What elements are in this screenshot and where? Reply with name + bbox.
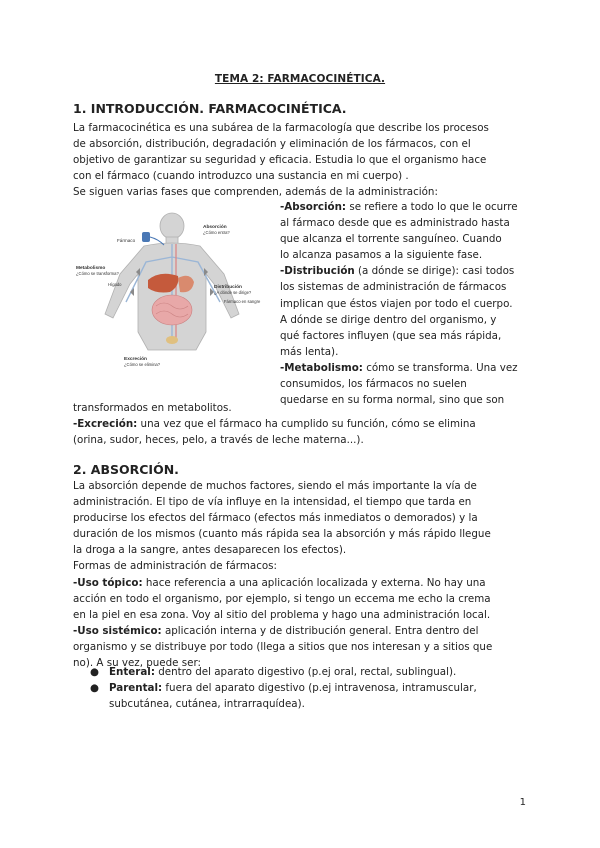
text-line: producirse los efectos del fármaco (efectos más inmediatos o demorados) y la bbox=[73, 512, 478, 525]
text-line: al fármaco desde que es administrado hasta bbox=[280, 217, 510, 230]
text-line: duración de los mismos (cuanto más rápida sea la absorción y más rápido llegue bbox=[73, 528, 491, 541]
text-line: acción en todo el organismo, por ejemplo, si tengo un eccema me echo la crema bbox=[73, 592, 491, 605]
text-line: implican que éstos viajen por todo el cuerpo. bbox=[280, 297, 513, 310]
intestines-shape bbox=[152, 295, 192, 325]
text-line: más lenta). bbox=[280, 345, 339, 358]
text-line: La absorción depende de muchos factores, siendo el más importante la vía de bbox=[73, 480, 477, 492]
section-2-body bbox=[73, 478, 543, 671]
text-line: A dónde se dirige dentro del organismo, y bbox=[280, 313, 497, 326]
distribucion-term: -Distribución bbox=[280, 265, 355, 278]
section-1-intro bbox=[73, 120, 543, 200]
topico-line bbox=[73, 575, 543, 591]
fig-label-farmaco-en-sangre: Fármaco en sangre bbox=[224, 299, 261, 304]
fig-label-metabolismo: Metabolismo bbox=[76, 266, 106, 271]
fig-label-excrecion-q: ¿Cómo se elimina? bbox=[124, 362, 161, 367]
text-line: con el fármaco (cuando introduzco una sustancia en mi cuerpo) . bbox=[73, 170, 409, 183]
pharmacokinetics-figure bbox=[74, 212, 272, 375]
excrecion-term: -Excreción: bbox=[73, 418, 138, 431]
fig-label-farmaco: Fármaco bbox=[117, 238, 136, 243]
sistemico-line bbox=[73, 623, 543, 639]
fig-label-higado: Hígado bbox=[108, 282, 122, 287]
text-line: aplicación interna y de distribución general. Entra dentro del bbox=[161, 624, 479, 637]
text-line: La farmacocinética es una subárea de la farmacología que describe los procesos bbox=[73, 122, 489, 134]
fig-label-absorcion-q: ¿Cómo entra? bbox=[203, 230, 230, 235]
list-item bbox=[90, 664, 477, 680]
phases-right-column bbox=[280, 199, 542, 408]
bullet-icon: ● bbox=[90, 682, 99, 695]
text-line: se refiere a todo lo que le ocurre bbox=[346, 201, 518, 213]
bullet-term: Parental: bbox=[109, 682, 163, 695]
bullet-text: fuera del aparato digestivo (p.ej intravenosa, intramuscular, bbox=[162, 682, 477, 695]
text-line: quedarse en su forma normal, sino que son bbox=[280, 394, 505, 407]
text-line: de absorción, distribución, degradación y eliminación de los fármacos, con el bbox=[73, 138, 471, 151]
absorcion-line bbox=[280, 199, 542, 215]
list-item bbox=[90, 680, 477, 696]
text-line: los sistemas de administración de fármacos bbox=[280, 281, 507, 294]
fig-label-distribucion-q: ¿A dónde se dirige? bbox=[214, 290, 252, 295]
text-line: que alcanza el torrente sanguíneo. Cuando bbox=[280, 233, 502, 246]
text-line: (orina, sudor, heces, pelo, a través de leche materna...). bbox=[73, 434, 364, 447]
topico-term: -Uso tópico: bbox=[73, 576, 143, 589]
fig-label-distribucion: Distribución bbox=[214, 285, 242, 290]
section-1-heading: 1. INTRODUCCIÓN. FARMACOCINÉTICA. bbox=[73, 101, 347, 116]
text-line: (a dónde se dirige): casi todos bbox=[354, 265, 515, 278]
text-line: Se siguen varias fases que comprenden, además de la administración: bbox=[73, 186, 438, 199]
text-line: cómo se transforma. Una vez bbox=[362, 361, 518, 374]
excrecion-line bbox=[73, 416, 543, 432]
bullet-text: dentro del aparato digestivo (p.ej oral, rectal, sublingual). bbox=[154, 666, 457, 678]
text-line: objetivo de garantizar su seguridad y eficacia. Estudia lo que el organismo hace bbox=[73, 154, 487, 167]
iv-drip bbox=[142, 232, 164, 245]
text-line: consumidos, los fármacos no suelen bbox=[280, 378, 467, 391]
bladder-shape bbox=[166, 336, 178, 344]
text-line: transformados en metabolitos. bbox=[73, 402, 232, 414]
metabolismo-line bbox=[280, 360, 542, 376]
distribucion-line bbox=[280, 263, 542, 279]
section-1-tail bbox=[73, 400, 543, 448]
text-line: una vez que el fármaco ha cumplido su función, cómo se elimina bbox=[137, 418, 476, 431]
sistemico-term: -Uso sistémico: bbox=[73, 624, 162, 637]
absorcion-term: -Absorción: bbox=[280, 201, 347, 213]
text-line: en la piel en esa zona. Voy al sitio del problema y hago una administración local. bbox=[73, 608, 491, 621]
page-number: 1 bbox=[519, 797, 526, 808]
bullet-icon: ● bbox=[90, 666, 99, 678]
text-line: organismo y se distribuye por todo (llega a sitios que nos interesan y a sitios que bbox=[73, 640, 493, 653]
bullet-term: Enteral: bbox=[109, 666, 155, 678]
text-line: qué factores influyen (que sea más rápida, bbox=[280, 329, 502, 342]
fig-label-absorcion: Absorción bbox=[203, 225, 227, 230]
text-line: la droga a la sangre, antes desaparecen los efectos). bbox=[73, 544, 347, 557]
bullet-continuation: subcutánea, cutánea, intrarraquídea). bbox=[109, 698, 305, 711]
fig-label-excrecion: Excreción bbox=[124, 357, 147, 362]
fig-label-metabolismo-q: ¿Cómo se transforma? bbox=[76, 271, 119, 276]
administration-bullet-list bbox=[90, 664, 477, 712]
metabolismo-term: -Metabolismo: bbox=[280, 361, 363, 374]
text-line: administración. El tipo de vía influye en la intensidad, el tiempo que tarda en bbox=[73, 496, 472, 509]
page-title: TEMA 2: FARMACOCINÉTICA. bbox=[214, 73, 386, 85]
text-line: Formas de administración de fármacos: bbox=[73, 560, 277, 573]
text-line: hace referencia a una aplicación localizada y externa. No hay una bbox=[142, 576, 486, 589]
section-2-heading: 2. ABSORCIÓN. bbox=[73, 462, 179, 477]
text-line: lo alcanza pasamos a la siguiente fase. bbox=[280, 249, 483, 262]
text-line: no). A su vez, puede ser: bbox=[73, 657, 202, 670]
